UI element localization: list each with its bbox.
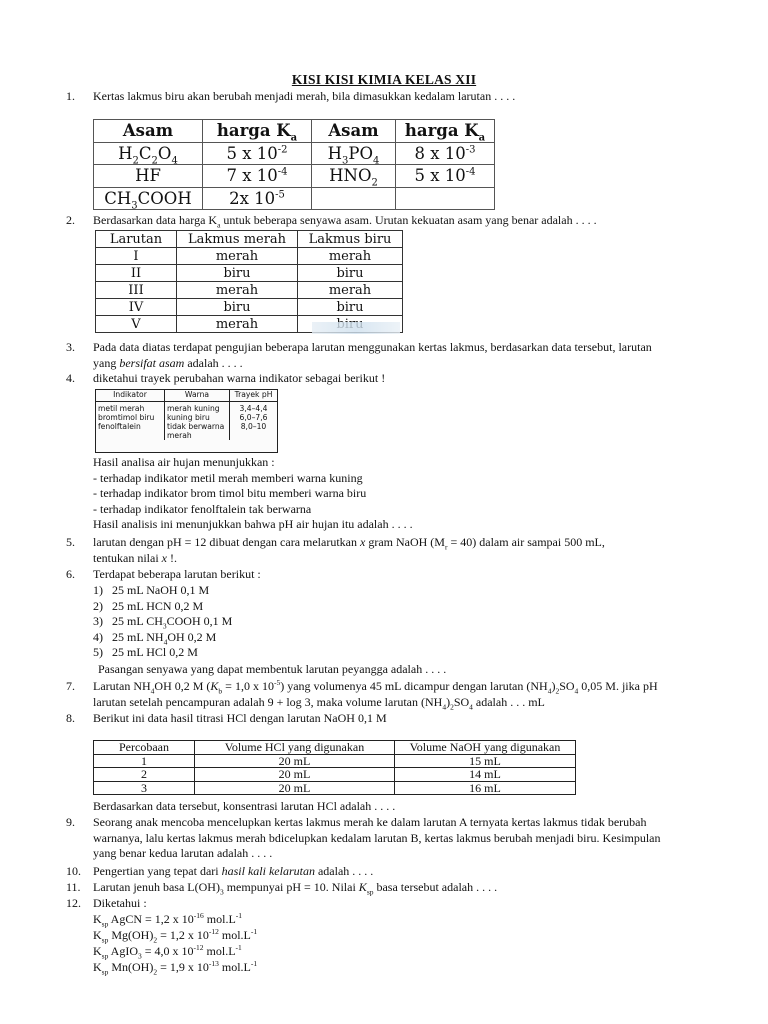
- text-line: Pasangan senyawa yang dapat membentuk larutan peyangga adalah . . . .: [98, 662, 447, 676]
- header-cell: Warna: [165, 390, 230, 402]
- question-text: Pengertian yang tepat dari hasil kali kelarutan adalah . . . .: [93, 864, 374, 878]
- table-cell: metil merah bromtimol biru fenolftalein: [96, 402, 165, 441]
- list-item: 2) 25 mL HCN 0,2 M: [93, 598, 204, 613]
- text-line: Hasil analisa air hujan menunjukkan :: [93, 455, 275, 469]
- table-cell: IV: [96, 299, 177, 316]
- table-cell: biru: [298, 299, 403, 316]
- table-row: [96, 265, 403, 282]
- question-number: 2.: [66, 213, 75, 227]
- table-row: [94, 768, 576, 782]
- header-cell: Larutan: [96, 231, 177, 248]
- table-cell: [396, 187, 495, 210]
- question-text: Diketahui :: [93, 896, 147, 910]
- question-text: Pada data diatas terdapat pengujian beberapa larutan menggunakan kertas lakmus, berdasarkan data tersebut, larutan yang bersifat asam adalah . . . .: [93, 340, 652, 370]
- question-number: 8.: [66, 711, 75, 725]
- question-text: Berikut ini data hasil titrasi HCl dengan larutan NaOH 0,1 M: [93, 711, 387, 725]
- question-number: 7.: [66, 679, 75, 693]
- table-cell: biru: [298, 265, 403, 282]
- indicator-table: [95, 389, 278, 453]
- header-cell: Asam: [94, 120, 203, 143]
- question-text: larutan dengan pH = 12 dibuat dengan cara melarutkan x gram NaOH $(M_r = 40)$ dalam air sampai 500 mL, tentukan nilai x !.: [93, 535, 605, 565]
- question-number: 12.: [66, 896, 81, 910]
- text-line: - terhadap indikator metil merah memberi warna kuning: [93, 470, 363, 485]
- page-title: KISI KISI KIMIA KELAS XII: [291, 72, 477, 87]
- table-row: [94, 781, 576, 795]
- table-cell: biru: [177, 299, 298, 316]
- table-cell: merah: [177, 282, 298, 299]
- list-item: $K_{sp}$ $Mn(OH)_2 = 1,9$ x $10^{-13}$ $mol.L^{-1}$: [93, 959, 258, 977]
- table-cell: 8 x $10^{-3}$: [396, 142, 495, 165]
- table-cell: 2: [94, 768, 195, 782]
- table-header-row: [96, 390, 277, 402]
- question-number: 10.: [66, 864, 81, 878]
- question-number: 6.: [66, 567, 75, 581]
- list-item: 4) 25 mL $NH_4OH$ 0,2 M: [93, 629, 217, 646]
- titration-table: [93, 740, 576, 795]
- table-cell: III: [96, 282, 177, 299]
- table-row: [94, 187, 495, 210]
- table-cell: 20 mL: [195, 781, 395, 795]
- list-item: $K_{sp}$ $Mg(OH)_2 = 1,2$ x $10^{-12}$ $mol.L^{-1}$: [93, 927, 258, 945]
- table-cell: 5 x $10^{-4}$: [396, 165, 495, 188]
- header-cell: Indikator: [96, 390, 165, 402]
- table-header-row: [94, 120, 495, 143]
- table-cell: biru: [177, 265, 298, 282]
- header-cell: Asam: [312, 120, 396, 143]
- header-cell: Volume NaOH yang digunakan: [395, 741, 576, 755]
- table-cell: 3: [94, 781, 195, 795]
- table-cell: II: [96, 265, 177, 282]
- header-cell: Trayek pH: [230, 390, 278, 402]
- lakmus-table: [95, 230, 403, 333]
- question-text: Kertas lakmus biru akan berubah menjadi merah, bila dimasukkan kedalam larutan . . . .: [93, 89, 516, 103]
- table-cell: merah: [298, 282, 403, 299]
- table-row: [96, 282, 403, 299]
- table-cell: merah kuning kuning biru tidak berwarna merah: [165, 402, 230, 441]
- text-line: - terhadap indikator brom timol bitu memberi warna biru: [93, 486, 367, 500]
- table-cell: I: [96, 248, 177, 265]
- table-cell: 1: [94, 754, 195, 768]
- question-number: 11.: [66, 880, 81, 894]
- table-cell: 7 x $10^{-4}$: [203, 165, 312, 188]
- text-line: Berdasarkan data tersebut, konsentrasi larutan HCl adalah . . . .: [93, 799, 396, 813]
- question-text: Terdapat beberapa larutan berikut :: [93, 567, 261, 581]
- table-cell: merah: [298, 248, 403, 265]
- header-cell: harga $K_a$: [203, 120, 312, 143]
- table-cell: 5 x $10^{-2}$: [203, 142, 312, 165]
- list-item: 3) 25 mL $CH_3COOH$ 0,1 M: [93, 614, 233, 631]
- list-item: $K_{sp}$ AgCN = 1,2 x $10^{-16}$ $mol.L^{-1}$: [93, 911, 243, 929]
- table-cell: 3,4–4,4 6,0–7,6 8,0–10: [239, 404, 268, 431]
- list-item: $K_{sp}$ AgIO$_3$ = 4,0 x $10^{-12}$ $mol.L^{-1}$: [93, 943, 242, 961]
- table-cell: $CH_3COOH$: [94, 187, 203, 210]
- table-row: [96, 248, 403, 265]
- question-number: 5.: [66, 535, 75, 549]
- table-row: [94, 754, 576, 768]
- question-text: Berdasarkan data harga $K_a$ untuk beberapa senyawa asam. Urutan kekuatan asam yang benar adalah . . . .: [93, 213, 597, 230]
- question-number: 3.: [66, 340, 75, 354]
- list-item: 5) 25 mL HCl 0,2 M: [93, 645, 198, 659]
- question-text: Larutan $NH_4OH$ 0,2 M ($K_b = 1,0$ x $10^{-5}$) yang volumenya 45 mL dicampur dengan larutan $(NH_4)_2SO_4$ 0,05 M. jika pH larutan setelah pencampuran adalah 9 + log 3, maka volume larutan $(NH_4)_2SO_4$ adalah . . . mL: [93, 678, 658, 711]
- table-cell: 16 mL: [395, 781, 576, 795]
- question-number: 9.: [66, 815, 75, 829]
- question-text: diketahui trayek perubahan warna indikator sebagai berikut !: [93, 371, 386, 385]
- table-row: [96, 299, 403, 316]
- table-cell: merah: [177, 316, 298, 333]
- table-cell: $H_2C_2O_4$: [94, 142, 203, 165]
- table-row: [94, 142, 495, 165]
- list-item: 1) 25 mL NaOH 0,1 M: [93, 583, 210, 597]
- table-cell: 20 mL: [195, 754, 395, 768]
- table-cell: [312, 187, 396, 210]
- question-text: Seorang anak mencoba mencelupkan kertas lakmus merah ke dalam larutan A ternyata kertas lakmus tidak berubah warnanya, lalu kertas lakmus merah bdicelupkan kedalam larutan B, kertas lakmus berubah menjadi biru. Kesimpulan yang benar kedua larutan adalah . . . .: [93, 815, 661, 860]
- header-cell: Lakmus biru: [298, 231, 403, 248]
- table-row: [96, 402, 277, 441]
- table-cell: 2x $10^{-5}$: [203, 187, 312, 210]
- question-text: Larutan jenuh basa $L(OH)_3$ mempunyai pH = 10. Nilai $K_{sp}$ basa tersebut adalah . . . .: [93, 880, 498, 897]
- text-line: Hasil analisis ini menunjukkan bahwa pH air hujan itu adalah . . . .: [93, 517, 413, 531]
- table-cell: $HNO_2$: [312, 165, 396, 188]
- table-row: [94, 165, 495, 188]
- table-cell: 15 mL: [395, 754, 576, 768]
- header-cell: Percobaan: [94, 741, 195, 755]
- header-cell: harga $K_a$: [396, 120, 495, 143]
- table-cell: merah: [177, 248, 298, 265]
- question-number: 1.: [66, 89, 75, 103]
- table-header-row: [94, 741, 576, 755]
- table-cell: V: [96, 316, 177, 333]
- header-cell: Lakmus merah: [177, 231, 298, 248]
- text-line: - terhadap indikator fenolftalein tak berwarna: [93, 501, 312, 516]
- table-cell: 20 mL: [195, 768, 395, 782]
- table-cell: 14 mL: [395, 768, 576, 782]
- table-header-row: [96, 231, 403, 248]
- table-cell: HF: [94, 165, 203, 188]
- header-cell: Volume HCl yang digunakan: [195, 741, 395, 755]
- ka-table: [93, 119, 495, 210]
- image-artifact: [312, 322, 400, 334]
- table-cell: $H_3PO_4$: [312, 142, 396, 165]
- question-number: 4.: [66, 371, 75, 385]
